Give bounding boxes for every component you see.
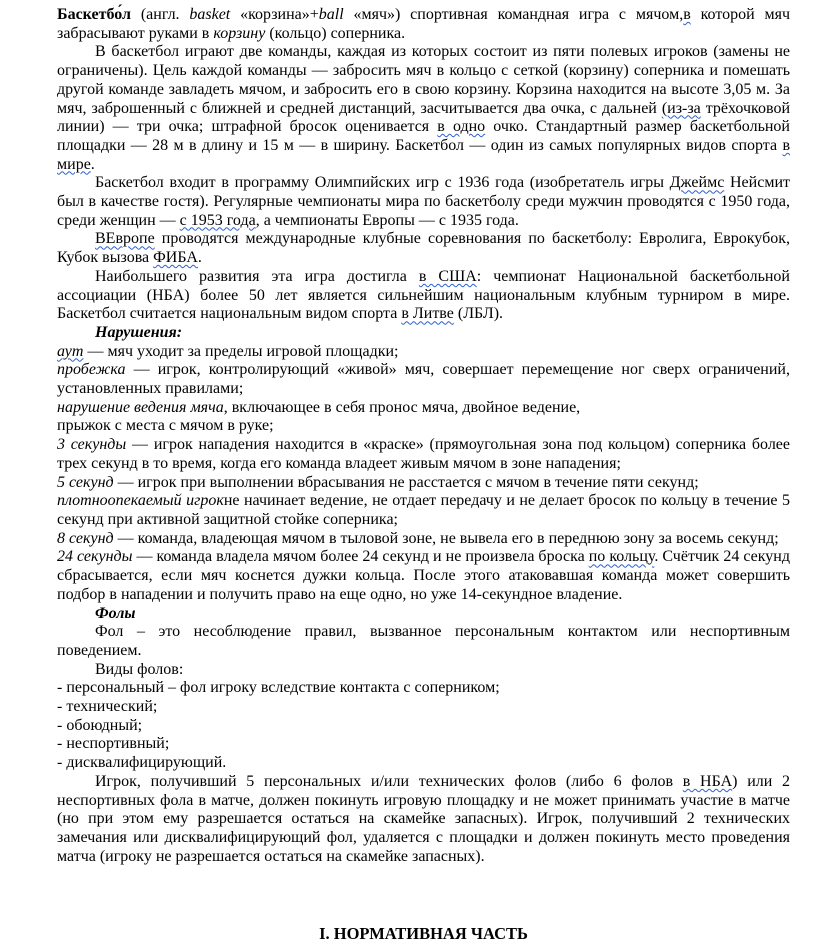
text-run: «мяч») спортивная командная игра с мячом, bbox=[343, 6, 684, 23]
text-run: Наибольшего развития эта игра достигла bbox=[95, 267, 419, 285]
text-run: нарушение ведения мяча bbox=[57, 398, 224, 416]
document-body bbox=[57, 6, 790, 866]
paragraph-foul-types-label bbox=[57, 661, 790, 680]
text-run: «корзина»+ bbox=[230, 6, 319, 23]
text-run: : чемпионат Национальной баскетбольной ассоциации (НБА) более 50 лет является сильнейшим национальным клубным турниром в мире. Баскетбол считается национальным видом спорта bbox=[57, 267, 790, 323]
list-item-unsportsmanlike-foul bbox=[57, 735, 790, 754]
text-run: ) или 2 неспортивных фола в матче, должен покинуть игровую площадку и не может принимать участие в матче (но при этом ему разрешается остаться на скамейке запасных). Игрок, получивший 2 технических замечания или дисквалифицирующий фол, удаляется с площадки и должен покинуть место проведения матча (игроку не разрешается остаться на скамейке запасных). bbox=[57, 772, 791, 865]
text-run: - персональный – фол игроку вследствие контакта с соперником; bbox=[57, 679, 500, 697]
heading-fouls bbox=[57, 605, 790, 624]
text-run: (англ. bbox=[131, 6, 190, 23]
paragraph-foul-definition bbox=[57, 623, 790, 660]
list-item-dribble-violation bbox=[57, 399, 790, 418]
spellcheck-marked-text: в мире bbox=[57, 136, 790, 173]
paragraph-foul-limits bbox=[57, 773, 790, 867]
paragraph-definition bbox=[57, 6, 790, 43]
text-run: , включающее в себя пронос мяча, двойное ведение, bbox=[223, 398, 581, 416]
spellcheck-marked-text: в НБА bbox=[682, 772, 733, 790]
text-run: — игрок, контролирующий «живой» мяч, совершает перемещение ног сверх ограничений, установленных правилами; bbox=[57, 361, 790, 398]
text-run: (кольцо) соперника. bbox=[265, 24, 406, 42]
list-item-8-seconds bbox=[57, 530, 790, 549]
list-item-disqualifying-foul bbox=[57, 754, 790, 773]
text-run: . Счётчик 24 секунд сбрасывается, если мяч коснется дужки кольца. После этого атаковавшая команда может совершить подбор в нападении и получить право на еще одно, но уже 14-секундное владение. bbox=[57, 548, 790, 603]
spellcheck-marked-text: в Литве bbox=[401, 305, 454, 323]
text-run: плотноопекаемый игрок bbox=[57, 492, 224, 510]
heading-violations bbox=[57, 324, 790, 343]
text-run: Баскетбол входит в программу Олимпийских игр с 1936 года (изобретатель игры bbox=[95, 174, 670, 192]
text-run: Баскетбо́л bbox=[57, 6, 132, 23]
text-run: проводятся международные клубные соревнования по баскетболу: Евролига, Еврокубок, Кубок вызова bbox=[57, 230, 790, 267]
text-run: - обоюдный; bbox=[57, 716, 143, 734]
spellcheck-marked-text: в bbox=[683, 6, 691, 23]
text-run: . bbox=[197, 249, 202, 267]
text-run: которой мяч забрасывают руками в bbox=[57, 6, 790, 42]
list-item-travelling bbox=[57, 361, 790, 398]
text-run: пробежка bbox=[57, 361, 126, 379]
text-run: . bbox=[90, 155, 95, 173]
text-run: - дисквалифицирующий. bbox=[57, 754, 227, 772]
spellcheck-marked-text: (из-за bbox=[661, 99, 701, 117]
text-run: 3 секунды bbox=[57, 436, 127, 454]
text-run: basket bbox=[189, 6, 231, 23]
spellcheck-marked-text: ВЕвропе bbox=[95, 230, 155, 248]
text-run: Фол – это несоблюдение правил, вызванное персональным контактом или неспортивным поведением. bbox=[57, 623, 790, 659]
text-run: — команда владела мячом более 24 секунд и не произвела броска bbox=[132, 548, 589, 566]
text-run: Игрок, получивший 5 персональных и/или технических фолов (либо 6 фолов bbox=[95, 772, 683, 790]
text-run: 5 секунд bbox=[57, 473, 114, 491]
text-run: — игрок нападения находится в «краске» (прямоугольная зона под кольцом) соперника более трех секунд в то время, когда его команда владеет живым мячом в зоне нападения; bbox=[57, 436, 791, 472]
text-run: 8 секунд bbox=[57, 529, 114, 547]
spellcheck-marked-text: в США bbox=[418, 267, 477, 285]
list-item-24-seconds bbox=[57, 548, 790, 604]
text-run: — мяч уходит за пределы игровой площадки; bbox=[83, 342, 399, 360]
text-run: 24 секунды bbox=[57, 548, 133, 566]
text-run: Нейсмит был в качестве гостя). Регулярные чемпионаты мира по баскетболу среди мужчин проводятся с 1950 года, среди женщин — bbox=[57, 174, 790, 229]
text-run: ball bbox=[318, 6, 344, 23]
paragraph-history bbox=[57, 174, 790, 230]
spellcheck-marked-text: Джеймс bbox=[669, 174, 725, 192]
spellcheck-marked-text: с 1953 года bbox=[179, 211, 256, 229]
list-item-technical-foul bbox=[57, 698, 790, 717]
spellcheck-marked-text: аут bbox=[57, 342, 84, 360]
text-run: не начинает ведение, не отдает передачу и не делает бросок по кольцу в течение 5 секунд при активной защитной стойке соперника; bbox=[57, 492, 790, 528]
list-item-personal-foul bbox=[57, 679, 790, 698]
spellcheck-marked-text: в одно bbox=[437, 118, 486, 136]
text-run: В баскетбол играют две команды, каждая из которых состоит из пяти полевых игроков (замены не ограничены). Цель каждой команды — забросить мяч в кольцо с сеткой (корзину) соперника и помешать другой команде завладеть мячом, и забросить его в свою корзину. Корзина находится на высоте 3,05 м. За мяч, заброшенный с ближней и средней дистанций, засчитывается два очка, с дальней bbox=[57, 43, 790, 117]
list-item-closely-guarded bbox=[57, 492, 790, 529]
text-run: — игрок при выполнении вбрасывания не расстается с мячом в течение пяти секунд; bbox=[113, 473, 699, 491]
text-run: , а чемпионаты Европы — с 1935 года. bbox=[255, 211, 519, 229]
text-run: очко. Стандартный размер баскетбольной площадки — 28 м в длину и 15 м — в ширину. Баскетбол — один из самых популярных видов спорта bbox=[57, 118, 790, 154]
text-run: (ЛБЛ). bbox=[453, 305, 504, 323]
paragraph-usa bbox=[57, 268, 790, 324]
list-item-double-foul bbox=[57, 717, 790, 736]
text-run: трёхочковой линии) — три очка; штрафной бросок оценивается bbox=[57, 99, 791, 136]
list-item-jump bbox=[57, 417, 790, 436]
paragraph-europe bbox=[57, 230, 790, 267]
paragraph-game-rules bbox=[57, 43, 790, 174]
list-item-3-seconds bbox=[57, 436, 790, 473]
text-run: Фолы bbox=[95, 604, 136, 622]
section-heading-normative-part: I. НОРМАТИВНАЯ ЧАСТЬ bbox=[319, 924, 528, 944]
spellcheck-marked-text: ФИБА bbox=[153, 249, 198, 267]
text-run: - технический; bbox=[57, 698, 158, 716]
text-run: Виды фолов: bbox=[95, 660, 184, 678]
text-run: прыжок с места с мячом в руке; bbox=[57, 417, 274, 435]
text-run: корзину bbox=[213, 24, 266, 42]
text-run: - неспортивный; bbox=[57, 735, 170, 753]
text-run: — команда, владеющая мячом в тыловой зоне, не вывела его в переднюю зону за восемь секунд; bbox=[113, 529, 779, 547]
text-run: Нарушения: bbox=[95, 323, 183, 341]
spellcheck-marked-text: по кольцу bbox=[588, 548, 655, 566]
list-item-out bbox=[57, 343, 790, 362]
list-item-5-seconds bbox=[57, 474, 790, 493]
